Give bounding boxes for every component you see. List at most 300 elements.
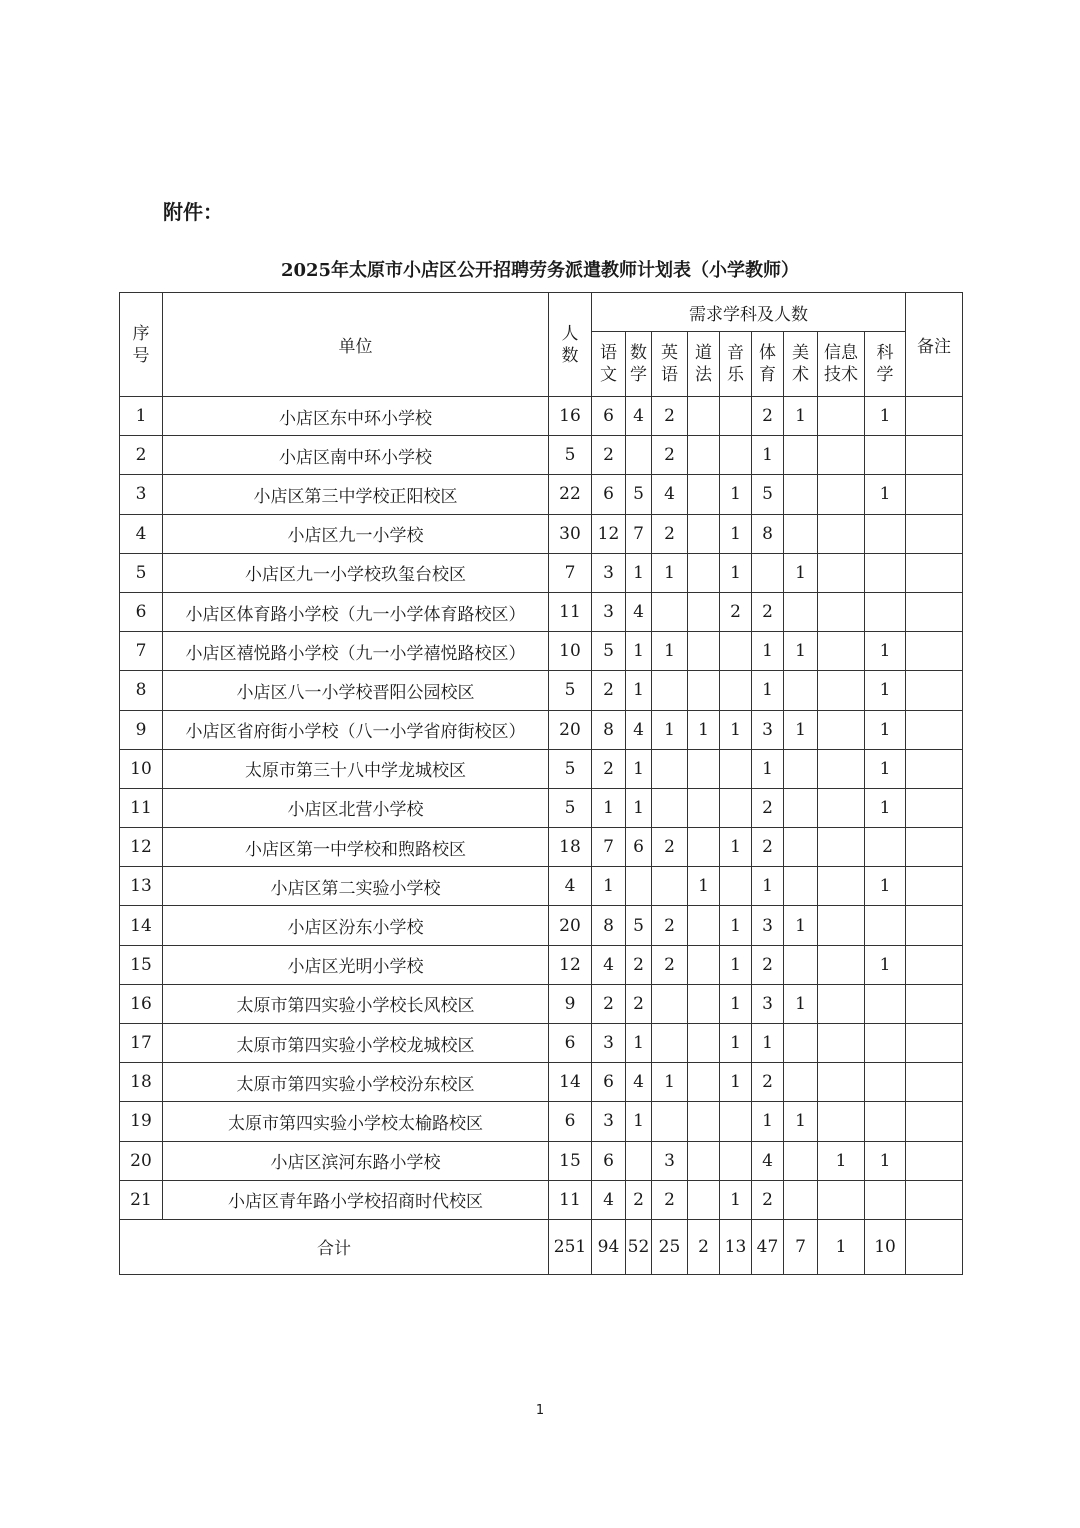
row-subject-count: 1 xyxy=(720,984,752,1023)
row-subject-count: 1 xyxy=(865,945,906,984)
row-subject-count xyxy=(688,553,720,592)
row-unit: 太原市第四实验小学校汾东校区 xyxy=(163,1063,549,1102)
row-subject-count: 3 xyxy=(592,1024,626,1063)
table-row xyxy=(120,749,963,788)
row-unit: 小店区青年路小学校招商时代校区 xyxy=(163,1180,549,1219)
row-subject-count: 1 xyxy=(865,475,906,514)
row-subject-count xyxy=(652,1102,688,1141)
row-subject-count: 2 xyxy=(652,514,688,553)
row-unit: 小店区东中环小学校 xyxy=(163,397,549,436)
row-note xyxy=(906,984,963,1023)
row-seq: 19 xyxy=(120,1102,163,1141)
row-unit: 小店区第三中学校正阳校区 xyxy=(163,475,549,514)
row-subject-count xyxy=(865,828,906,867)
row-subject-count: 2 xyxy=(592,749,626,788)
row-subject-count xyxy=(652,592,688,631)
row-subject-count xyxy=(688,828,720,867)
row-seq: 13 xyxy=(120,867,163,906)
row-note xyxy=(906,632,963,671)
row-subject-count xyxy=(865,436,906,475)
row-seq: 14 xyxy=(120,906,163,945)
row-subject-count: 3 xyxy=(652,1141,688,1180)
header-subject xyxy=(688,332,720,397)
row-note xyxy=(906,945,963,984)
total-subject-count: 47 xyxy=(752,1219,784,1274)
row-count: 11 xyxy=(549,1180,592,1219)
row-count: 5 xyxy=(549,671,592,710)
row-note xyxy=(906,475,963,514)
header-subject-text: 体育 xyxy=(759,343,776,385)
row-subject-count: 6 xyxy=(626,828,652,867)
header-subject xyxy=(720,332,752,397)
row-subject-count: 2 xyxy=(592,436,626,475)
row-subject-count xyxy=(784,514,818,553)
row-subject-count: 1 xyxy=(720,945,752,984)
row-note xyxy=(906,828,963,867)
table-row xyxy=(120,906,963,945)
row-note xyxy=(906,1102,963,1141)
row-subject-count xyxy=(818,1180,865,1219)
total-label: 合计 xyxy=(120,1219,549,1274)
row-subject-count: 1 xyxy=(865,749,906,788)
row-note xyxy=(906,514,963,553)
row-count: 15 xyxy=(549,1141,592,1180)
row-subject-count xyxy=(720,1102,752,1141)
row-note xyxy=(906,671,963,710)
row-subject-count: 4 xyxy=(626,710,652,749)
row-subject-count xyxy=(652,984,688,1023)
table-row xyxy=(120,945,963,984)
row-subject-count xyxy=(688,514,720,553)
header-subject xyxy=(592,332,626,397)
row-subject-count xyxy=(720,788,752,827)
row-subject-count xyxy=(818,828,865,867)
row-subject-count xyxy=(865,984,906,1023)
row-subject-count xyxy=(818,514,865,553)
row-unit: 小店区省府街小学校（八一小学省府街校区） xyxy=(163,710,549,749)
row-subject-count: 1 xyxy=(626,749,652,788)
row-subject-count xyxy=(784,788,818,827)
row-subject-count: 2 xyxy=(752,1063,784,1102)
row-subject-count xyxy=(818,475,865,514)
row-subject-count xyxy=(626,867,652,906)
row-subject-count xyxy=(688,749,720,788)
row-count: 18 xyxy=(549,828,592,867)
total-subject-count: 13 xyxy=(720,1219,752,1274)
row-subject-count: 8 xyxy=(592,710,626,749)
header-count xyxy=(549,293,592,397)
row-subject-count xyxy=(652,867,688,906)
row-unit: 小店区九一小学校 xyxy=(163,514,549,553)
row-subject-count xyxy=(818,592,865,631)
row-subject-count xyxy=(865,1024,906,1063)
row-subject-count xyxy=(865,906,906,945)
row-subject-count: 6 xyxy=(592,397,626,436)
header-subject-text: 语文 xyxy=(600,343,617,385)
row-unit: 太原市第四实验小学校龙城校区 xyxy=(163,1024,549,1063)
row-subject-count xyxy=(818,1063,865,1102)
row-subject-count: 1 xyxy=(752,632,784,671)
row-note xyxy=(906,397,963,436)
row-seq: 1 xyxy=(120,397,163,436)
row-subject-count xyxy=(865,1063,906,1102)
header-seq-text: 序号 xyxy=(132,323,150,366)
row-subject-count xyxy=(784,945,818,984)
header-subject-text: 信息技术 xyxy=(824,343,858,385)
row-unit: 小店区九一小学校玖玺台校区 xyxy=(163,553,549,592)
table-row xyxy=(120,984,963,1023)
row-subject-count: 1 xyxy=(688,710,720,749)
table-row xyxy=(120,1024,963,1063)
row-subject-count xyxy=(818,710,865,749)
row-subject-count: 1 xyxy=(720,906,752,945)
row-subject-count xyxy=(865,1102,906,1141)
row-subject-count: 4 xyxy=(626,397,652,436)
row-subject-count xyxy=(818,788,865,827)
row-subject-count xyxy=(865,1180,906,1219)
row-subject-count: 1 xyxy=(592,867,626,906)
row-unit: 小店区汾东小学校 xyxy=(163,906,549,945)
row-note xyxy=(906,749,963,788)
row-subject-count: 1 xyxy=(865,788,906,827)
row-unit: 小店区第一中学校和煦路校区 xyxy=(163,828,549,867)
row-subject-count: 4 xyxy=(752,1141,784,1180)
total-subject-count: 7 xyxy=(784,1219,818,1274)
row-subject-count: 1 xyxy=(752,1024,784,1063)
row-subject-count xyxy=(784,749,818,788)
row-subject-count: 1 xyxy=(720,475,752,514)
row-subject-count: 1 xyxy=(720,828,752,867)
row-subject-count xyxy=(688,671,720,710)
row-count: 20 xyxy=(549,710,592,749)
row-subject-count xyxy=(688,632,720,671)
header-subject-text: 数学 xyxy=(630,343,647,385)
row-seq: 7 xyxy=(120,632,163,671)
table-row xyxy=(120,475,963,514)
row-subject-count: 3 xyxy=(592,1102,626,1141)
row-unit: 小店区滨河东路小学校 xyxy=(163,1141,549,1180)
row-subject-count: 4 xyxy=(626,1063,652,1102)
row-unit: 小店区北营小学校 xyxy=(163,788,549,827)
total-row xyxy=(120,1219,963,1274)
row-count: 6 xyxy=(549,1024,592,1063)
row-unit: 太原市第四实验小学校太榆路校区 xyxy=(163,1102,549,1141)
row-subject-count: 4 xyxy=(626,592,652,631)
header-subject-text: 音乐 xyxy=(727,343,744,385)
row-count: 16 xyxy=(549,397,592,436)
row-unit: 太原市第三十八中学龙城校区 xyxy=(163,749,549,788)
row-seq: 8 xyxy=(120,671,163,710)
row-subject-count: 2 xyxy=(752,788,784,827)
row-subject-count: 3 xyxy=(592,592,626,631)
table-title: 2025年太原市小店区公开招聘劳务派遣教师计划表（小学教师） xyxy=(280,260,800,281)
row-seq: 10 xyxy=(120,749,163,788)
row-subject-count: 1 xyxy=(652,710,688,749)
total-subject-count: 1 xyxy=(818,1219,865,1274)
row-seq: 17 xyxy=(120,1024,163,1063)
row-subject-count: 2 xyxy=(652,436,688,475)
row-note xyxy=(906,1063,963,1102)
row-subject-count: 7 xyxy=(626,514,652,553)
row-note xyxy=(906,867,963,906)
row-subject-count xyxy=(720,397,752,436)
row-note xyxy=(906,906,963,945)
row-subject-count: 1 xyxy=(784,710,818,749)
row-subject-count: 2 xyxy=(626,1180,652,1219)
row-seq: 4 xyxy=(120,514,163,553)
row-subject-count xyxy=(784,1024,818,1063)
header-subject xyxy=(752,332,784,397)
row-subject-count xyxy=(818,1102,865,1141)
row-count: 5 xyxy=(549,749,592,788)
row-count: 22 xyxy=(549,475,592,514)
row-seq: 5 xyxy=(120,553,163,592)
row-subject-count xyxy=(720,671,752,710)
row-seq: 18 xyxy=(120,1063,163,1102)
row-subject-count xyxy=(652,788,688,827)
header-subject xyxy=(784,332,818,397)
row-subject-count: 2 xyxy=(626,984,652,1023)
row-count: 7 xyxy=(549,553,592,592)
row-subject-count: 1 xyxy=(720,710,752,749)
row-seq: 3 xyxy=(120,475,163,514)
row-seq: 15 xyxy=(120,945,163,984)
total-subject-count: 10 xyxy=(865,1219,906,1274)
row-subject-count: 1 xyxy=(626,671,652,710)
table-row xyxy=(120,788,963,827)
row-subject-count: 2 xyxy=(592,671,626,710)
header-note: 备注 xyxy=(906,293,963,397)
row-subject-count: 1 xyxy=(752,1102,784,1141)
row-subject-count: 1 xyxy=(626,553,652,592)
row-subject-count: 1 xyxy=(688,867,720,906)
row-subject-count xyxy=(688,1024,720,1063)
header-subject xyxy=(818,332,865,397)
row-subject-count: 1 xyxy=(784,1102,818,1141)
row-subject-count: 1 xyxy=(720,514,752,553)
row-subject-count: 5 xyxy=(592,632,626,671)
header-count-text: 人数 xyxy=(561,323,579,366)
row-count: 11 xyxy=(549,592,592,631)
row-subject-count xyxy=(720,632,752,671)
row-seq: 2 xyxy=(120,436,163,475)
row-count: 5 xyxy=(549,788,592,827)
row-subject-count xyxy=(784,475,818,514)
row-subject-count: 1 xyxy=(720,1180,752,1219)
row-subject-count: 1 xyxy=(752,749,784,788)
row-note xyxy=(906,1180,963,1219)
row-subject-count: 7 xyxy=(592,828,626,867)
row-subject-count: 6 xyxy=(592,1063,626,1102)
row-subject-count: 12 xyxy=(592,514,626,553)
row-seq: 12 xyxy=(120,828,163,867)
row-subject-count: 1 xyxy=(720,553,752,592)
row-seq: 6 xyxy=(120,592,163,631)
row-subject-count xyxy=(818,984,865,1023)
row-subject-count xyxy=(784,1063,818,1102)
row-subject-count: 6 xyxy=(592,1141,626,1180)
row-subject-count: 2 xyxy=(752,592,784,631)
row-subject-count xyxy=(784,1141,818,1180)
row-note xyxy=(906,1024,963,1063)
total-subject-count: 2 xyxy=(688,1219,720,1274)
row-unit: 小店区禧悦路小学校（九一小学禧悦路校区） xyxy=(163,632,549,671)
row-subject-count: 1 xyxy=(752,867,784,906)
row-subject-count xyxy=(865,514,906,553)
table-row xyxy=(120,436,963,475)
row-subject-count: 1 xyxy=(865,397,906,436)
row-subject-count: 8 xyxy=(752,514,784,553)
row-subject-count xyxy=(818,945,865,984)
header-seq xyxy=(120,293,163,397)
header-subject xyxy=(865,332,906,397)
row-count: 30 xyxy=(549,514,592,553)
row-count: 10 xyxy=(549,632,592,671)
table-row xyxy=(120,671,963,710)
row-subject-count: 1 xyxy=(720,1063,752,1102)
row-subject-count: 3 xyxy=(592,553,626,592)
row-subject-count: 5 xyxy=(752,475,784,514)
row-subject-count: 2 xyxy=(592,984,626,1023)
row-note xyxy=(906,710,963,749)
row-subject-count: 1 xyxy=(752,671,784,710)
row-subject-count: 2 xyxy=(652,828,688,867)
row-subject-count: 5 xyxy=(626,906,652,945)
row-subject-count xyxy=(688,1063,720,1102)
row-subject-count xyxy=(818,436,865,475)
header-unit: 单位 xyxy=(163,293,549,397)
row-subject-count: 4 xyxy=(592,945,626,984)
table-row xyxy=(120,592,963,631)
row-subject-count: 2 xyxy=(752,945,784,984)
table-row xyxy=(120,1102,963,1141)
row-subject-count xyxy=(784,1180,818,1219)
row-subject-count xyxy=(784,592,818,631)
row-note xyxy=(906,592,963,631)
row-subject-count: 1 xyxy=(652,553,688,592)
row-subject-count: 1 xyxy=(592,788,626,827)
row-subject-count xyxy=(784,867,818,906)
row-subject-count: 1 xyxy=(784,632,818,671)
row-subject-count xyxy=(688,436,720,475)
row-subject-count: 4 xyxy=(652,475,688,514)
row-subject-count xyxy=(652,749,688,788)
row-seq: 11 xyxy=(120,788,163,827)
row-subject-count: 2 xyxy=(752,397,784,436)
header-subject-group: 需求学科及人数 xyxy=(592,293,906,332)
table-row xyxy=(120,514,963,553)
row-subject-count: 1 xyxy=(626,788,652,827)
row-subject-count xyxy=(752,553,784,592)
row-subject-count xyxy=(688,945,720,984)
row-subject-count: 1 xyxy=(784,397,818,436)
header-subject-text: 科学 xyxy=(876,343,894,385)
row-subject-count: 1 xyxy=(626,1024,652,1063)
table-row xyxy=(120,1180,963,1219)
header-subject xyxy=(652,332,688,397)
row-subject-count: 1 xyxy=(865,671,906,710)
row-subject-count xyxy=(720,436,752,475)
row-subject-count: 1 xyxy=(818,1141,865,1180)
total-subject-count: 52 xyxy=(626,1219,652,1274)
row-unit: 小店区第二实验小学校 xyxy=(163,867,549,906)
row-subject-count: 2 xyxy=(626,945,652,984)
row-subject-count: 2 xyxy=(652,906,688,945)
table-row xyxy=(120,397,963,436)
row-count: 12 xyxy=(549,945,592,984)
header-subject xyxy=(626,332,652,397)
row-note xyxy=(906,1141,963,1180)
header-subject-text: 英语 xyxy=(661,343,678,385)
row-subject-count xyxy=(818,397,865,436)
row-subject-count: 1 xyxy=(752,436,784,475)
row-unit: 小店区光明小学校 xyxy=(163,945,549,984)
row-subject-count: 3 xyxy=(752,984,784,1023)
row-subject-count xyxy=(688,475,720,514)
row-seq: 20 xyxy=(120,1141,163,1180)
row-subject-count: 1 xyxy=(865,1141,906,1180)
row-subject-count: 1 xyxy=(626,632,652,671)
row-subject-count: 1 xyxy=(720,1024,752,1063)
total-note xyxy=(906,1219,963,1274)
row-subject-count xyxy=(688,592,720,631)
row-subject-count xyxy=(720,867,752,906)
row-subject-count: 1 xyxy=(865,710,906,749)
row-subject-count: 2 xyxy=(720,592,752,631)
row-seq: 21 xyxy=(120,1180,163,1219)
row-unit: 小店区南中环小学校 xyxy=(163,436,549,475)
row-subject-count xyxy=(784,671,818,710)
row-subject-count: 5 xyxy=(626,475,652,514)
row-seq: 16 xyxy=(120,984,163,1023)
row-subject-count: 1 xyxy=(784,984,818,1023)
row-subject-count xyxy=(818,671,865,710)
row-subject-count: 1 xyxy=(652,1063,688,1102)
row-subject-count xyxy=(865,592,906,631)
row-subject-count: 3 xyxy=(752,710,784,749)
row-unit: 太原市第四实验小学校长风校区 xyxy=(163,984,549,1023)
total-count: 251 xyxy=(549,1219,592,1274)
row-subject-count: 2 xyxy=(652,1180,688,1219)
row-subject-count: 1 xyxy=(784,553,818,592)
table-row xyxy=(120,553,963,592)
row-seq: 9 xyxy=(120,710,163,749)
row-subject-count xyxy=(784,828,818,867)
row-subject-count: 2 xyxy=(752,828,784,867)
row-subject-count xyxy=(818,632,865,671)
row-subject-count: 1 xyxy=(865,867,906,906)
row-subject-count xyxy=(652,1024,688,1063)
row-count: 6 xyxy=(549,1102,592,1141)
table-row xyxy=(120,867,963,906)
table-row xyxy=(120,632,963,671)
header-row-top xyxy=(120,293,963,332)
row-count: 20 xyxy=(549,906,592,945)
table-row xyxy=(120,710,963,749)
page-number: 1 xyxy=(535,1403,545,1418)
row-subject-count: 1 xyxy=(652,632,688,671)
row-unit: 小店区体育路小学校（九一小学体育路校区） xyxy=(163,592,549,631)
row-subject-count: 6 xyxy=(592,475,626,514)
total-subject-count: 25 xyxy=(652,1219,688,1274)
row-subject-count xyxy=(818,749,865,788)
row-subject-count xyxy=(818,867,865,906)
row-subject-count: 2 xyxy=(652,397,688,436)
row-subject-count xyxy=(688,1180,720,1219)
row-subject-count xyxy=(818,553,865,592)
row-subject-count: 4 xyxy=(592,1180,626,1219)
row-note xyxy=(906,553,963,592)
